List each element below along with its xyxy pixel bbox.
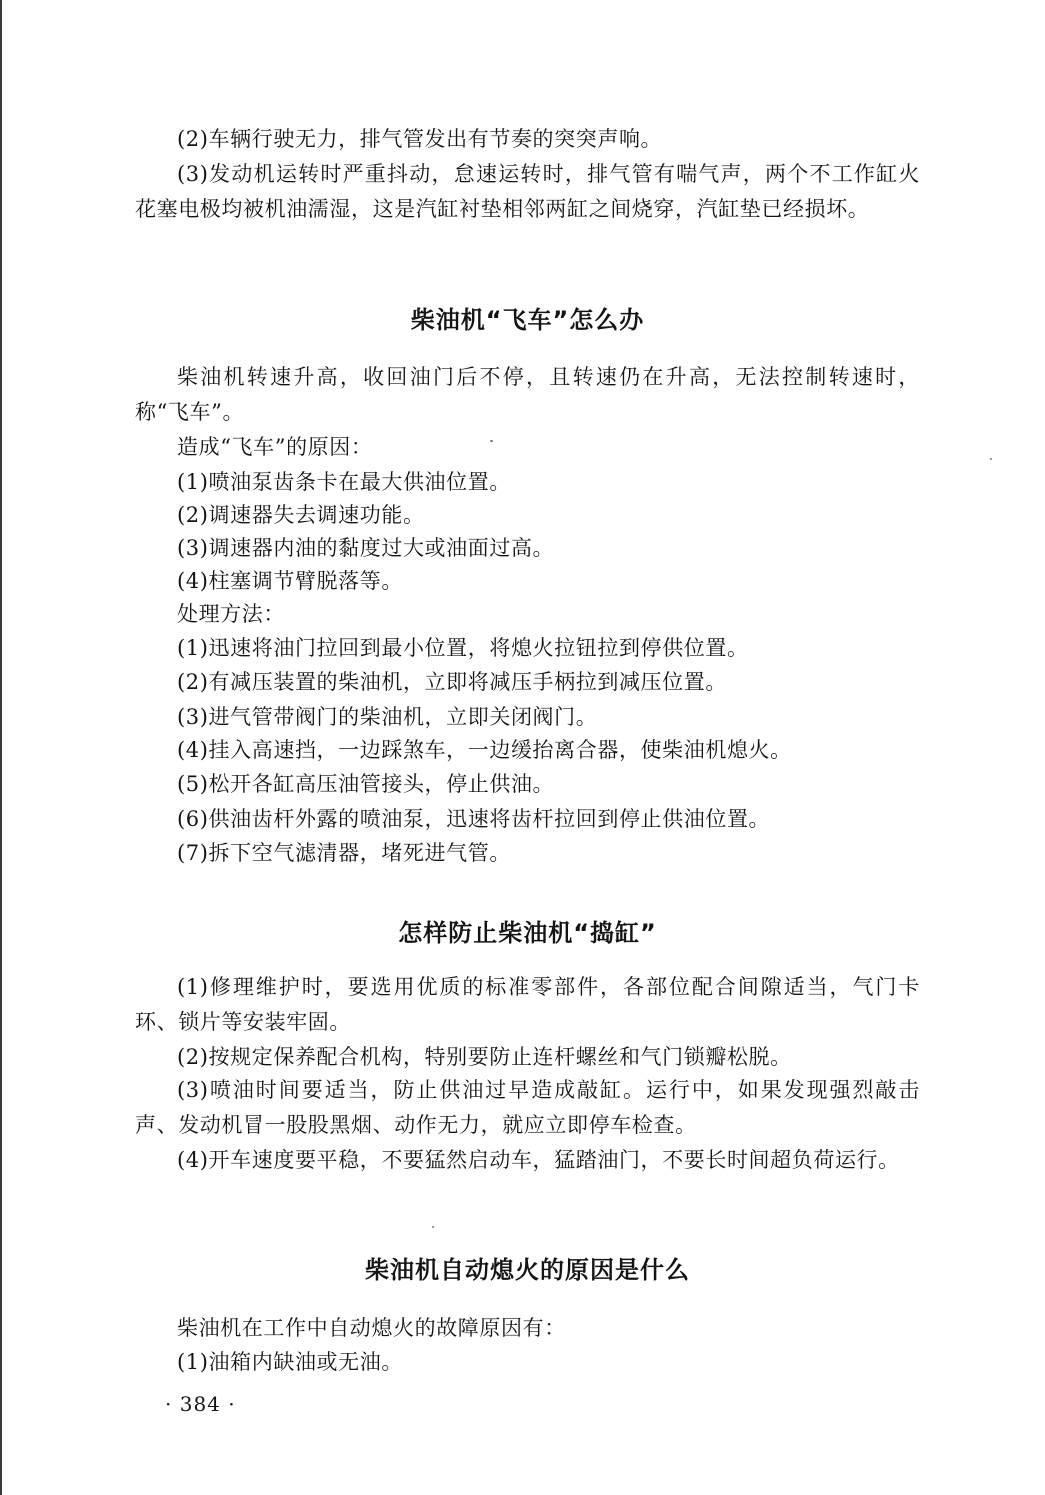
list-item: (4)挂入高速挡，一边踩煞车，一边缓抬离合器，使柴油机熄火。 — [177, 738, 792, 762]
paragraph: (1)修理维护时，要选用优质的标准零部件，各部位配合间隙适当，气门卡环、锁片等安装牢固。 — [135, 975, 920, 1034]
list-item: (7)拆下空气滤清器，堵死进气管。 — [177, 841, 511, 865]
paragraph: (3)发动机运转时严重抖动，怠速运转时，排气管有喘气声，两个不工作缸火花塞电极均被机油濡湿，这是汽缸衬垫相邻两缸之间烧穿，汽缸垫已经损坏。 — [135, 162, 920, 221]
scan-speck — [490, 440, 493, 442]
scan-border — [0, 0, 2, 1495]
scan-speck — [432, 1226, 434, 1228]
list-item: (5)松开各缸高压油管接头，停止供油。 — [177, 772, 555, 796]
list-item: (1)喷油泵齿条卡在最大供油位置。 — [177, 470, 511, 494]
list-item: (1)迅速将油门拉回到最小位置，将熄火拉钮拉到停供位置。 — [177, 636, 749, 660]
scan-speck — [990, 458, 992, 460]
page-number: · 384 · — [165, 1392, 236, 1416]
book-page — [135, 0, 920, 1495]
list-item: (2)有减压装置的柴油机，立即将减压手柄拉到减压位置。 — [177, 670, 727, 694]
list-item: (6)供油齿杆外露的喷油泵，迅速将齿杆拉回到停止供油位置。 — [177, 807, 771, 831]
list-item: (3)进气管带阀门的柴油机，立即关闭阀门。 — [177, 705, 598, 729]
section-heading: 柴油机自动熄火的原因是什么 — [365, 1256, 690, 1284]
paragraph: (3)喷油时间要适当，防止供油过早造成敲缸。运行中，如果发现强烈敲击声、发动机冒一股股黑烟、动作无力，就应立即停车检查。 — [135, 1078, 920, 1137]
list-item: (1)油箱内缺油或无油。 — [177, 1350, 403, 1374]
paragraph: (2)按规定保养配合机构，特别要防止连杆螺丝和气门锁瓣松脱。 — [177, 1045, 792, 1069]
list-item: (4)柱塞调节臂脱落等。 — [177, 569, 403, 593]
subheading: 处理方法： — [177, 602, 285, 626]
list-item: (3)调速器内油的黏度过大或油面过高。 — [177, 536, 555, 560]
paragraph: (4)开车速度要平稳，不要猛然启动车，猛踏油门，不要长时间超负荷运行。 — [177, 1148, 900, 1172]
paragraph: (2)车辆行驶无力，排气管发出有节奏的突突声响。 — [177, 127, 663, 151]
section-heading: 怎样防止柴油机“捣缸” — [398, 919, 657, 947]
list-item: (2)调速器失去调速功能。 — [177, 503, 425, 527]
paragraph: 柴油机转速升高，收回油门后不停，且转速仍在升高，无法控制转速时，称“飞车”。 — [135, 365, 920, 424]
paragraph: 柴油机在工作中自动熄火的故障原因有： — [177, 1316, 566, 1340]
section-heading: 柴油机“飞车”怎么办 — [410, 306, 645, 334]
subheading: 造成“飞车”的原因： — [177, 435, 373, 459]
